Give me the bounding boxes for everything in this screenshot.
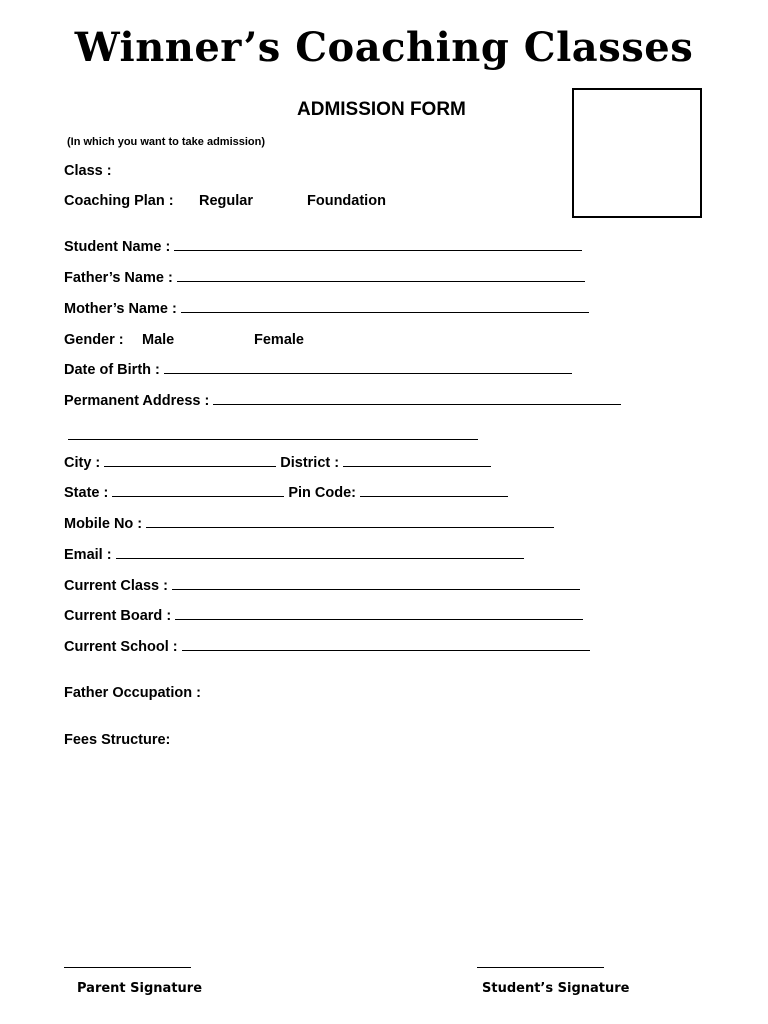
fathers-name-row <box>64 270 585 286</box>
fathers-name-field[interactable] <box>177 280 585 282</box>
mothers-name-row <box>64 301 589 317</box>
mothers-name-label: Mother’s Name : <box>64 301 177 317</box>
mobile-label: Mobile No : <box>64 516 143 532</box>
current-class-label: Current Class : <box>64 578 168 594</box>
email-row <box>64 547 524 563</box>
student-name-field[interactable] <box>174 249 582 251</box>
address-row <box>64 393 621 409</box>
city-district-row <box>64 455 491 471</box>
current-school-row <box>64 639 590 655</box>
city-field[interactable] <box>104 465 276 467</box>
address-label: Permanent Address : <box>64 393 210 409</box>
class-label: Class : <box>64 163 112 179</box>
mobile-field[interactable] <box>146 526 554 528</box>
pin-code-field[interactable] <box>360 495 508 497</box>
current-board-label: Current Board : <box>64 608 172 624</box>
gender-label: Gender : <box>64 332 124 348</box>
plan-option-foundation[interactable]: Foundation <box>307 193 386 209</box>
dob-label: Date of Birth : <box>64 362 160 378</box>
father-occupation-label: Father Occupation : <box>64 685 201 701</box>
form-title: ADMISSION FORM <box>297 99 466 120</box>
district-label: District : <box>280 455 340 471</box>
student-name-label: Student Name : <box>64 239 171 255</box>
parent-signature-line[interactable] <box>64 967 191 968</box>
district-field[interactable] <box>343 465 491 467</box>
current-class-field[interactable] <box>172 588 580 590</box>
dob-row <box>64 362 572 378</box>
student-name-row <box>64 239 582 255</box>
page-title: Winner’s Coaching Classes <box>74 24 694 71</box>
city-label: City : <box>64 455 101 471</box>
current-class-row <box>64 578 580 594</box>
fees-structure-label: Fees Structure: <box>64 732 171 748</box>
admission-note: (In which you want to take admission) <box>67 136 266 148</box>
parent-signature-label: Parent Signature <box>77 981 203 996</box>
coaching-plan-label: Coaching Plan : <box>64 193 174 209</box>
current-board-field[interactable] <box>175 618 583 620</box>
email-label: Email : <box>64 547 112 563</box>
state-pin-row <box>64 485 508 501</box>
state-field[interactable] <box>112 495 284 497</box>
dob-field[interactable] <box>164 372 572 374</box>
state-label: State : <box>64 485 109 501</box>
current-school-label: Current School : <box>64 639 178 655</box>
current-board-row <box>64 608 583 624</box>
student-signature-label: Student’s Signature <box>482 981 630 996</box>
mobile-row <box>64 516 554 532</box>
fathers-name-label: Father’s Name : <box>64 270 173 286</box>
plan-option-regular[interactable]: Regular <box>199 193 253 209</box>
pin-code-label: Pin Code: <box>288 485 356 501</box>
address-field-line-2[interactable] <box>68 439 478 440</box>
address-field[interactable] <box>213 403 621 405</box>
gender-option-male[interactable]: Male <box>142 332 175 348</box>
current-school-field[interactable] <box>182 649 590 651</box>
mothers-name-field[interactable] <box>181 311 589 313</box>
student-signature-line[interactable] <box>477 967 604 968</box>
email-field[interactable] <box>116 557 524 559</box>
photo-box[interactable] <box>572 88 702 218</box>
gender-option-female[interactable]: Female <box>254 332 304 348</box>
